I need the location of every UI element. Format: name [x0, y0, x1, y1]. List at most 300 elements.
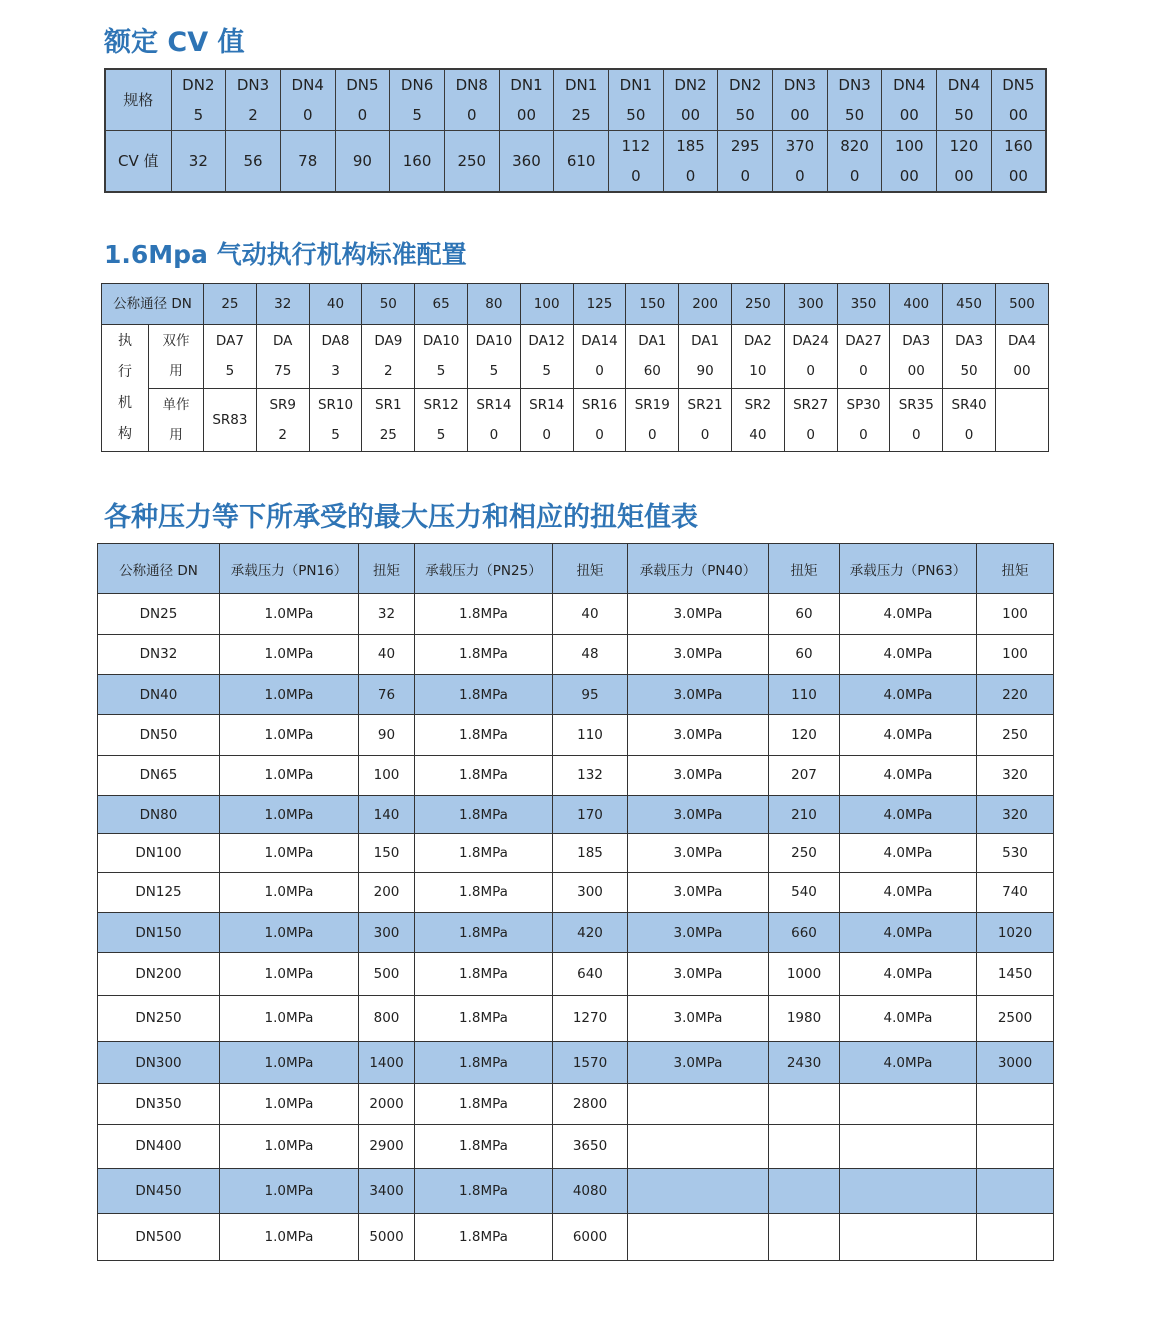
table-cell: 1.8MPa [415, 594, 553, 634]
cell-line: DA7 [215, 333, 244, 350]
double-acting-model [679, 325, 732, 388]
cell-line: 2 [278, 426, 287, 443]
table-cell: 1.0MPa [220, 634, 359, 674]
table-cell: 1.0MPa [220, 1042, 359, 1084]
table-cell [628, 1124, 769, 1168]
table-cell: 3.0MPa [628, 913, 769, 953]
cv-section-title: 额定 CV 值 [104, 27, 245, 58]
table-cell [977, 1214, 1054, 1261]
double-acting-model [731, 325, 784, 388]
dn-header-cell: 350 [837, 284, 890, 325]
cell-line: 50 [954, 106, 974, 124]
table-cell: 4.0MPa [840, 953, 977, 995]
table-cell: DN150 [98, 913, 220, 953]
dn-header-cell: 40 [309, 284, 362, 325]
cv-value-cell [773, 131, 828, 193]
table-cell: 3.0MPa [628, 715, 769, 755]
table-cell: 3.0MPa [628, 1042, 769, 1084]
cell-line: DA14 [581, 333, 618, 350]
table-cell: DN25 [98, 594, 220, 634]
table-cell: 320 [977, 755, 1054, 795]
table-cell: 32 [359, 594, 415, 634]
table-row [98, 1214, 1054, 1261]
table-cell: 300 [359, 913, 415, 953]
table-cell: 250 [977, 715, 1054, 755]
dn-header-cell: 300 [784, 284, 837, 325]
double-acting-model [415, 325, 468, 388]
table-row [98, 834, 1054, 872]
cell-line: 0 [911, 426, 921, 443]
cv-value-cell [280, 131, 335, 193]
cell-line: 0 [647, 426, 657, 443]
double-acting-label [149, 325, 204, 388]
label-line: 用 [169, 426, 183, 443]
table-cell: 4.0MPa [840, 1042, 977, 1084]
dn-header-cell: 125 [573, 284, 626, 325]
cell-line: DN8 [455, 76, 488, 94]
table-cell: 1.0MPa [220, 913, 359, 953]
double-acting-model [520, 325, 573, 388]
spec-cell [609, 69, 664, 131]
cv-value-cell [499, 131, 554, 193]
cell-line: 25 [379, 426, 397, 443]
table-row [98, 1169, 1054, 1214]
table-cell: 1.0MPa [220, 1214, 359, 1261]
table-cell: 60 [769, 594, 840, 634]
table-cell: 2800 [553, 1084, 628, 1124]
table-cell: 1.0MPa [220, 834, 359, 872]
cell-line: 250 [457, 152, 487, 170]
double-acting-model [995, 325, 1048, 388]
spec-row-label: 规格 [105, 69, 171, 131]
cell-line: 00 [790, 106, 810, 124]
single-acting-model [309, 388, 362, 451]
cell-line: 10 [749, 363, 767, 380]
cell-line: 185 [676, 137, 705, 155]
table-cell: 100 [359, 755, 415, 795]
cell-line: 0 [849, 167, 860, 185]
spec-cell [773, 69, 828, 131]
table-cell [769, 1084, 840, 1124]
table-cell: 1.0MPa [220, 594, 359, 634]
table-cell: 4.0MPa [840, 675, 977, 715]
cell-line: 820 [840, 137, 869, 155]
cell-line: DA3 [955, 333, 984, 350]
cell-line: 00 [954, 167, 974, 185]
table-cell: 500 [359, 953, 415, 995]
dn-header-cell: 100 [520, 284, 573, 325]
cell-line: 120 [949, 137, 979, 155]
cell-line: DA10 [422, 333, 460, 350]
dn-header-cell: 80 [468, 284, 521, 325]
table-cell: DN250 [98, 995, 220, 1041]
cell-line: DA2 [743, 333, 772, 350]
cell-line: DN2 [182, 76, 215, 94]
table-cell: 4.0MPa [840, 796, 977, 834]
cell-line: 360 [512, 152, 541, 170]
cell-line: SR12 [423, 396, 459, 413]
cell-line: 2 [248, 106, 258, 124]
table-cell: 1.8MPa [415, 995, 553, 1041]
table-cell: 1.0MPa [220, 872, 359, 912]
table-cell: 1400 [359, 1042, 415, 1084]
cell-line: 0 [964, 426, 974, 443]
table-cell: 3.0MPa [628, 953, 769, 995]
table-cell: 640 [553, 953, 628, 995]
table-cell: 1.0MPa [220, 755, 359, 795]
table-cell: 1020 [977, 913, 1054, 953]
table-cell: 210 [769, 796, 840, 834]
table-cell: 1980 [769, 995, 840, 1041]
table-cell: 3.0MPa [628, 675, 769, 715]
cell-line: SR14 [476, 396, 512, 413]
cell-line: DN3 [783, 76, 817, 94]
cell-line: 610 [566, 152, 596, 170]
table-row [98, 594, 1054, 634]
table-cell: 100 [977, 634, 1054, 674]
double-acting-model [943, 325, 996, 388]
spec-cell [335, 69, 390, 131]
double-acting-model [784, 325, 837, 388]
spec-cell [171, 69, 226, 131]
cell-line: 160 [1004, 137, 1033, 155]
table-cell: 740 [977, 872, 1054, 912]
spec-cell [280, 69, 335, 131]
label-line: 双作 [162, 333, 190, 350]
cell-line: 3 [331, 363, 340, 380]
cell-line: DA24 [792, 333, 829, 350]
table-cell: 1.8MPa [415, 834, 553, 872]
table-cell: 1570 [553, 1042, 628, 1084]
cell-line: 56 [243, 152, 263, 170]
cell-line: DN4 [291, 76, 324, 94]
table-cell: 76 [359, 675, 415, 715]
table-cell: 530 [977, 834, 1054, 872]
dn-header-cell: 50 [362, 284, 415, 325]
cell-line: DN5 [1002, 76, 1035, 94]
cell-line: 00 [899, 167, 919, 185]
cell-line: SR40 [951, 396, 987, 413]
table-cell: 1.8MPa [415, 1084, 553, 1124]
single-acting-model [995, 388, 1048, 451]
table-cell: DN300 [98, 1042, 220, 1084]
table-cell: 207 [769, 755, 840, 795]
table-cell: 4.0MPa [840, 634, 977, 674]
table-cell: 540 [769, 872, 840, 912]
cell-line: 0 [806, 363, 815, 380]
cell-line: 78 [298, 152, 318, 170]
cell-line: SR35 [898, 396, 934, 413]
table-cell: 4.0MPa [840, 834, 977, 872]
single-acting-model [890, 388, 943, 451]
single-acting-model [468, 388, 521, 451]
dn-header-cell: 150 [626, 284, 679, 325]
double-acting-model [256, 325, 309, 388]
cell-line: 0 [595, 363, 604, 380]
cell-line: 112 [621, 137, 651, 155]
single-acting-model [626, 388, 679, 451]
cell-line: DN6 [400, 76, 434, 94]
table-row [98, 755, 1054, 795]
cv-value-cell [991, 131, 1046, 193]
cell-line: SR2 [744, 396, 772, 413]
pressure-torque-table [97, 543, 1054, 1261]
table-cell: 1.0MPa [220, 1084, 359, 1124]
cell-line: DA12 [528, 333, 565, 350]
table-cell: 2000 [359, 1084, 415, 1124]
table-cell: DN40 [98, 675, 220, 715]
table-cell: 4.0MPa [840, 715, 977, 755]
column-header: 公称通径 DN [98, 544, 220, 594]
side-char: 构 [118, 426, 132, 443]
cell-line: 00 [1013, 363, 1031, 380]
table-cell: 110 [553, 715, 628, 755]
side-char: 行 [118, 364, 132, 381]
single-acting-model [415, 388, 468, 451]
table-cell [840, 1169, 977, 1214]
cell-line: 5 [193, 106, 204, 124]
cv-table [104, 68, 1047, 193]
table-cell: 1.8MPa [415, 953, 553, 995]
cell-line: 5 [436, 426, 446, 443]
cell-line: 50 [845, 106, 865, 124]
table-cell [769, 1214, 840, 1261]
cell-line: SR10 [317, 396, 354, 413]
table-cell: 1.8MPa [415, 1214, 553, 1261]
single-acting-model [731, 388, 784, 451]
cell-line: 75 [274, 363, 292, 380]
table-cell: 800 [359, 995, 415, 1041]
table-cell: 1.8MPa [415, 913, 553, 953]
cell-line: DA4 [1007, 333, 1036, 350]
single-acting-model [362, 388, 415, 451]
table-row [98, 715, 1054, 755]
cv-value-cell [663, 131, 718, 193]
table-row [98, 913, 1054, 953]
table-cell: 48 [553, 634, 628, 674]
dn-header-cell: 500 [995, 284, 1048, 325]
cv-value-cell [609, 131, 664, 193]
cell-line: 5 [436, 363, 446, 380]
cell-line: DN4 [947, 76, 981, 94]
cell-line: 5 [489, 363, 499, 380]
single-acting-model [573, 388, 626, 451]
cell-line: DN1 [510, 76, 543, 94]
cell-line: 0 [631, 167, 641, 185]
cell-line: 0 [595, 426, 604, 443]
cv-value-cell [171, 131, 226, 193]
table-cell: 120 [769, 715, 840, 755]
table-row [98, 675, 1054, 715]
cell-line: SR21 [687, 396, 723, 413]
dn-header-cell: 250 [731, 284, 784, 325]
table-cell: DN350 [98, 1084, 220, 1124]
table-row [98, 1084, 1054, 1124]
table-cell: 40 [359, 634, 415, 674]
actuator-section-title: 1.6Mpa 气动执行机构标准配置 [104, 240, 467, 269]
table-row [98, 995, 1054, 1041]
table-cell: DN500 [98, 1214, 220, 1261]
cell-line: 00 [516, 106, 537, 124]
cell-line: 0 [740, 167, 750, 185]
cell-line: DA9 [374, 333, 403, 350]
table-cell: 3000 [977, 1042, 1054, 1084]
cell-line: 0 [467, 106, 477, 124]
cell-line: DN5 [346, 76, 379, 94]
table-cell: 420 [553, 913, 628, 953]
table-cell: 2500 [977, 995, 1054, 1041]
cell-line: DN2 [674, 76, 707, 94]
cell-line: 0 [685, 167, 696, 185]
dn-header-cell: 25 [204, 284, 257, 325]
single-acting-model [943, 388, 996, 451]
cell-line: DA27 [845, 333, 882, 350]
table-cell: 1.0MPa [220, 715, 359, 755]
cell-line: 50 [960, 363, 978, 380]
table-cell: 4.0MPa [840, 995, 977, 1041]
column-header: 承载压力（PN25） [415, 544, 553, 594]
cell-line: SR14 [529, 396, 565, 413]
cv-row-label: CV 值 [105, 131, 171, 193]
table-cell [840, 1124, 977, 1168]
cell-line: 5 [542, 363, 551, 380]
cell-line: 0 [357, 106, 368, 124]
table-cell: 1.8MPa [415, 796, 553, 834]
table-cell: 3650 [553, 1124, 628, 1168]
cell-line: DA10 [475, 333, 513, 350]
table-cell: 1.8MPa [415, 1124, 553, 1168]
cell-line: 90 [696, 363, 714, 380]
cell-line: 100 [894, 137, 924, 155]
column-header: 扭矩 [977, 544, 1054, 594]
table-cell: 1.8MPa [415, 634, 553, 674]
spec-cell [499, 69, 554, 131]
double-acting-model [573, 325, 626, 388]
table-cell: 140 [359, 796, 415, 834]
table-cell: 220 [977, 675, 1054, 715]
table-cell: 250 [769, 834, 840, 872]
single-acting-model [679, 388, 732, 451]
dn-header-cell: 65 [415, 284, 468, 325]
table-cell: 150 [359, 834, 415, 872]
column-header: 扭矩 [359, 544, 415, 594]
actuator-table [101, 283, 1049, 452]
table-cell: 4.0MPa [840, 755, 977, 795]
cell-line: 00 [680, 106, 701, 124]
table-cell: DN400 [98, 1124, 220, 1168]
table-row [98, 1124, 1054, 1168]
cell-line: DN3 [838, 76, 871, 94]
table-cell: 1.8MPa [415, 755, 553, 795]
cell-line: SR83 [212, 411, 248, 428]
spec-cell [882, 69, 937, 131]
cell-line: 50 [626, 106, 646, 124]
single-acting-label [149, 388, 204, 451]
cell-line: 00 [1008, 106, 1028, 124]
spec-cell [663, 69, 718, 131]
table-cell [977, 1124, 1054, 1168]
table-cell: 95 [553, 675, 628, 715]
table-cell: 2900 [359, 1124, 415, 1168]
cv-value-cell [937, 131, 992, 193]
torque-section-title: 各种压力等下所承受的最大压力和相应的扭矩值表 [104, 502, 698, 533]
table-cell: 4.0MPa [840, 594, 977, 634]
cell-line: DA1 [638, 333, 667, 350]
table-cell: 6000 [553, 1214, 628, 1261]
table-cell [628, 1169, 769, 1214]
cell-line: 5 [331, 426, 340, 443]
cv-value-cell [390, 131, 445, 193]
column-header: 扭矩 [769, 544, 840, 594]
cell-line: 295 [730, 137, 760, 155]
table-cell: 320 [977, 796, 1054, 834]
cell-line: 0 [542, 426, 551, 443]
table-cell: 1.8MPa [415, 715, 553, 755]
table-cell: 1.0MPa [220, 1124, 359, 1168]
table-cell: 90 [359, 715, 415, 755]
table-cell: DN32 [98, 634, 220, 674]
spec-cell [226, 69, 281, 131]
cell-line: 0 [806, 426, 815, 443]
table-cell: 185 [553, 834, 628, 872]
table-cell: 200 [359, 872, 415, 912]
table-cell: 132 [553, 755, 628, 795]
label-line: 单作 [162, 396, 190, 413]
cv-value-cell [718, 131, 773, 193]
table-cell: 1.0MPa [220, 675, 359, 715]
table-cell: DN50 [98, 715, 220, 755]
cell-line: 0 [700, 426, 710, 443]
cell-line: SP30 [846, 396, 881, 413]
cell-line: 5 [412, 106, 422, 124]
cell-line: 0 [302, 106, 313, 124]
table-cell: DN100 [98, 834, 220, 872]
table-cell: DN450 [98, 1169, 220, 1214]
cell-line: SR16 [581, 396, 618, 413]
table-cell: 3400 [359, 1169, 415, 1214]
table-cell: 170 [553, 796, 628, 834]
table-row [98, 872, 1054, 912]
single-acting-model [784, 388, 837, 451]
table-cell: 1450 [977, 953, 1054, 995]
table-row [98, 796, 1054, 834]
table-cell [628, 1214, 769, 1261]
table-cell: 1.8MPa [415, 872, 553, 912]
cell-line: 0 [489, 426, 499, 443]
table-cell: 1000 [769, 953, 840, 995]
table-cell: 1.0MPa [220, 995, 359, 1041]
cell-line: DN1 [619, 76, 652, 94]
table-cell: 3.0MPa [628, 995, 769, 1041]
table-cell: 1270 [553, 995, 628, 1041]
table-cell: 3.0MPa [628, 872, 769, 912]
single-acting-model [520, 388, 573, 451]
table-cell [977, 1169, 1054, 1214]
cell-line: 370 [785, 137, 815, 155]
cv-value-cell [554, 131, 609, 193]
table-cell: 1.8MPa [415, 1042, 553, 1084]
table-cell [628, 1084, 769, 1124]
cell-line: DA1 [691, 333, 720, 350]
cell-line: DN3 [236, 76, 270, 94]
cell-line: 160 [402, 152, 432, 170]
cell-line: 50 [735, 106, 755, 124]
single-acting-model [204, 388, 257, 451]
table-cell: 2430 [769, 1042, 840, 1084]
table-cell: 1.0MPa [220, 796, 359, 834]
dn-header-cell: 200 [679, 284, 732, 325]
table-cell: 1.0MPa [220, 1169, 359, 1214]
